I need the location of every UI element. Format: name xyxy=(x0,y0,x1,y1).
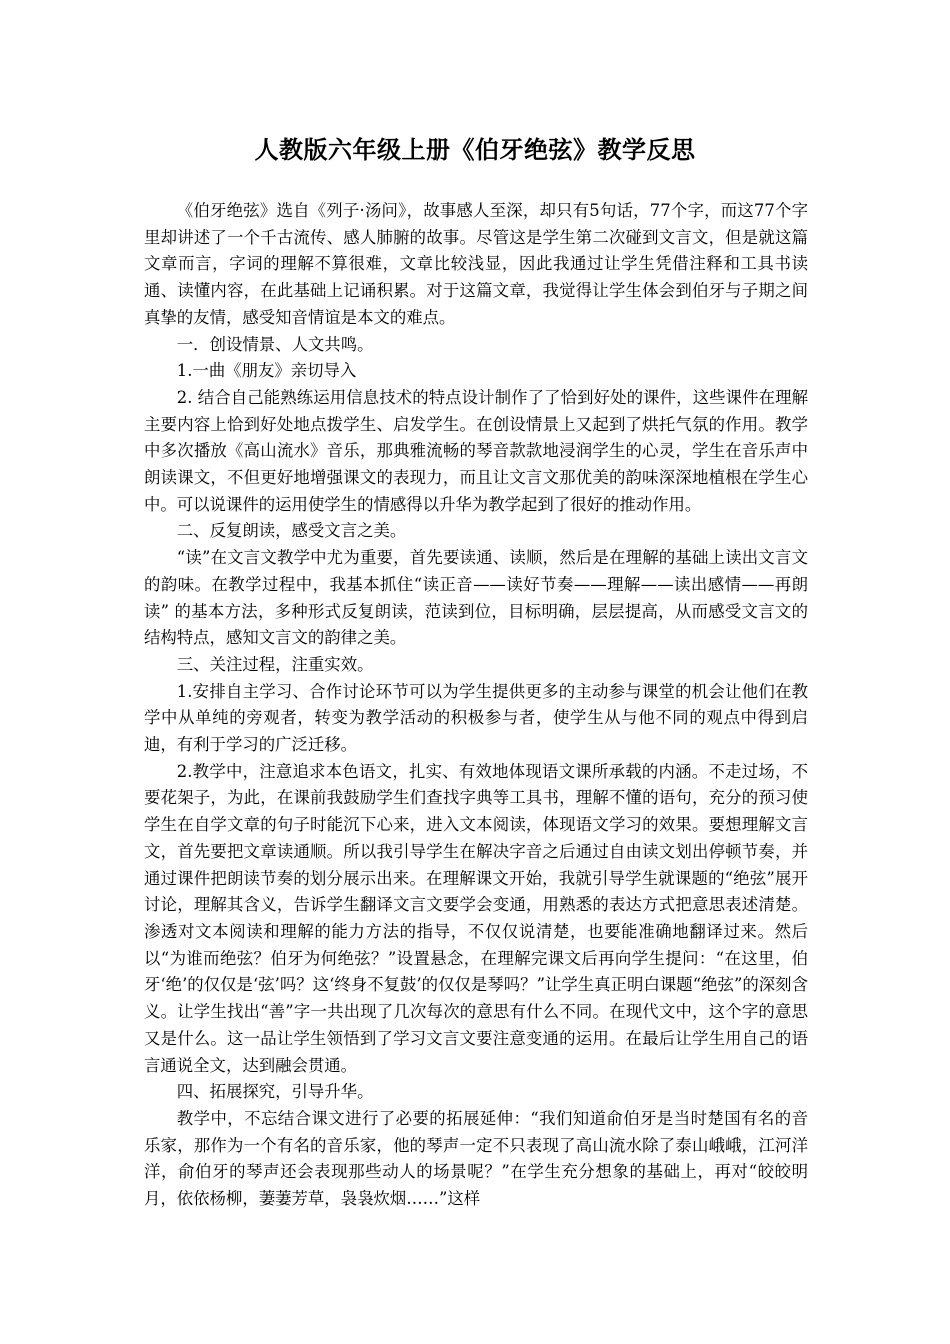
paragraph-2-1: “读”在文言文教学中尤为重要，首先要读通、读顺，然后是在理解的基础上读出文言文的韵味。在教学过程中，我基本抓住“读正音——读好节奏——理解——读出感情——再朗读” 的基本方法，多种形式反复朗读，范读到位，目标明确，层层提高，从而感受文言文的结构特点，感知文言文的韵律之美。 xyxy=(144,548,808,648)
paragraph-1-2: 2. 结合自己能熟练运用信息技术的特点设计制作了了恰到好处的课件，这些课件在理解主要内容上恰到好处地点拨学生、启发学生。在创设情景上又起到了烘托气氛的作用。教学中多次播放《高山流水》音乐，那典雅流畅的琴音款款地浸润学生的心灵，学生在音乐声中朗读课文，不但更好地增强课文的表现力，而且让文言文那优美的韵味深深地植根在学生心中。可以说课件的运用使学生的情感得以升华为教学起到了很好的推动作用。 xyxy=(144,387,808,514)
document-body xyxy=(144,198,808,1213)
paragraph-4-1: 教学中，不忘结合课文进行了必要的拓展延伸：“我们知道俞伯牙是当时楚国有名的音乐家，那作为一个有名的音乐家，他的琴声一定不只表现了高山流水除了泰山峨峨，江河洋洋，俞伯牙的琴声还会表现那些动人的场景呢？”在学生充分想象的基础上，再对“皎皎明月，依依杨柳，萋萋芳草，袅袅炊烟……”这样 xyxy=(144,1108,808,1209)
heading-section-3: 三、关注过程，注重实效。 xyxy=(176,654,374,674)
paragraph-3-2: 2.教学中，注意追求本色语文，扎实、有效地体现语文课所承载的内涵。不走过场，不要花架子，为此，在课前我鼓励学生们查找字典等工具书，理解不懂的语句，充分的预习使学生在自学文章的句子时能沉下心来，进入文本阅读，体现语文学习的效果。要想理解文言文，首先要把文章读通顺。所以我引导学生在解决字音之后通过自由读文划出停顿节奏，并通过课件把朗读节奏的划分展示出来。在理解课文开始，我就引导学生就课题的“绝弦”展开讨论，理解其含义，告诉学生翻译文言文要学会变通，用熟悉的表达方式把意思表述清楚。渗透对文本阅读和理解的能力方法的指导，不仅仅说清楚，也要能准确地翻译过来。然后以“为谁而绝弦？伯牙为何绝弦？”设置悬念，在理解完课文后再向学生提问：“在这里，伯牙‘绝’的仅仅是‘弦’吗？这‘终身不复鼓’的仅仅是琴吗？”让学生真正明白课题“绝弦”的深刻含义。让学生找出“善”字一共出现了几次每次的意思有什么不同。在现代文中，这个字的意思又是什么。这一品让学生领悟到了学习文言文要注意变通的运用。在最后让学生用自己的语言通说全文，达到融会贯通。 xyxy=(144,761,808,1075)
heading-section-1: 一．创设情景、人文共鸣。 xyxy=(176,334,374,354)
heading-section-4: 四、拓展探究，引导升华。 xyxy=(176,1082,374,1102)
document-title: 人教版六年级上册《伯牙绝弦》教学反思 xyxy=(254,135,696,164)
paragraph-1-1: 1.一曲《朋友》亲切导入 xyxy=(176,361,357,381)
paragraph-3-1: 1.安排自主学习、合作讨论环节可以为学生提供更多的主动参与课堂的机会让他们在教学中从单纯的旁观者，转变为教学活动的积极参与者，使学生从与他不同的观点中得到启迪，有利于学习的广泛迁移。 xyxy=(144,681,808,755)
heading-section-2: 二、反复朗读，感受文言之美。 xyxy=(176,521,407,541)
paragraph-intro: 《伯牙绝弦》选自《列子·汤问》，故事感人至深，却只有5句话，77个字，而这77个字里却讲述了一个千古流传、感人肺腑的故事。尽管这是学生第二次碰到文言文，但是就这篇文章而言，字词的理解不算很难，文章比较浅显，因此我通过让学生凭借注释和工具书读通、读懂内容，在此基础上记诵积累。对于这篇文章，我觉得让学生体会到伯牙与子期之间真挚的友情，感受知音情谊是本文的难点。 xyxy=(144,201,808,327)
